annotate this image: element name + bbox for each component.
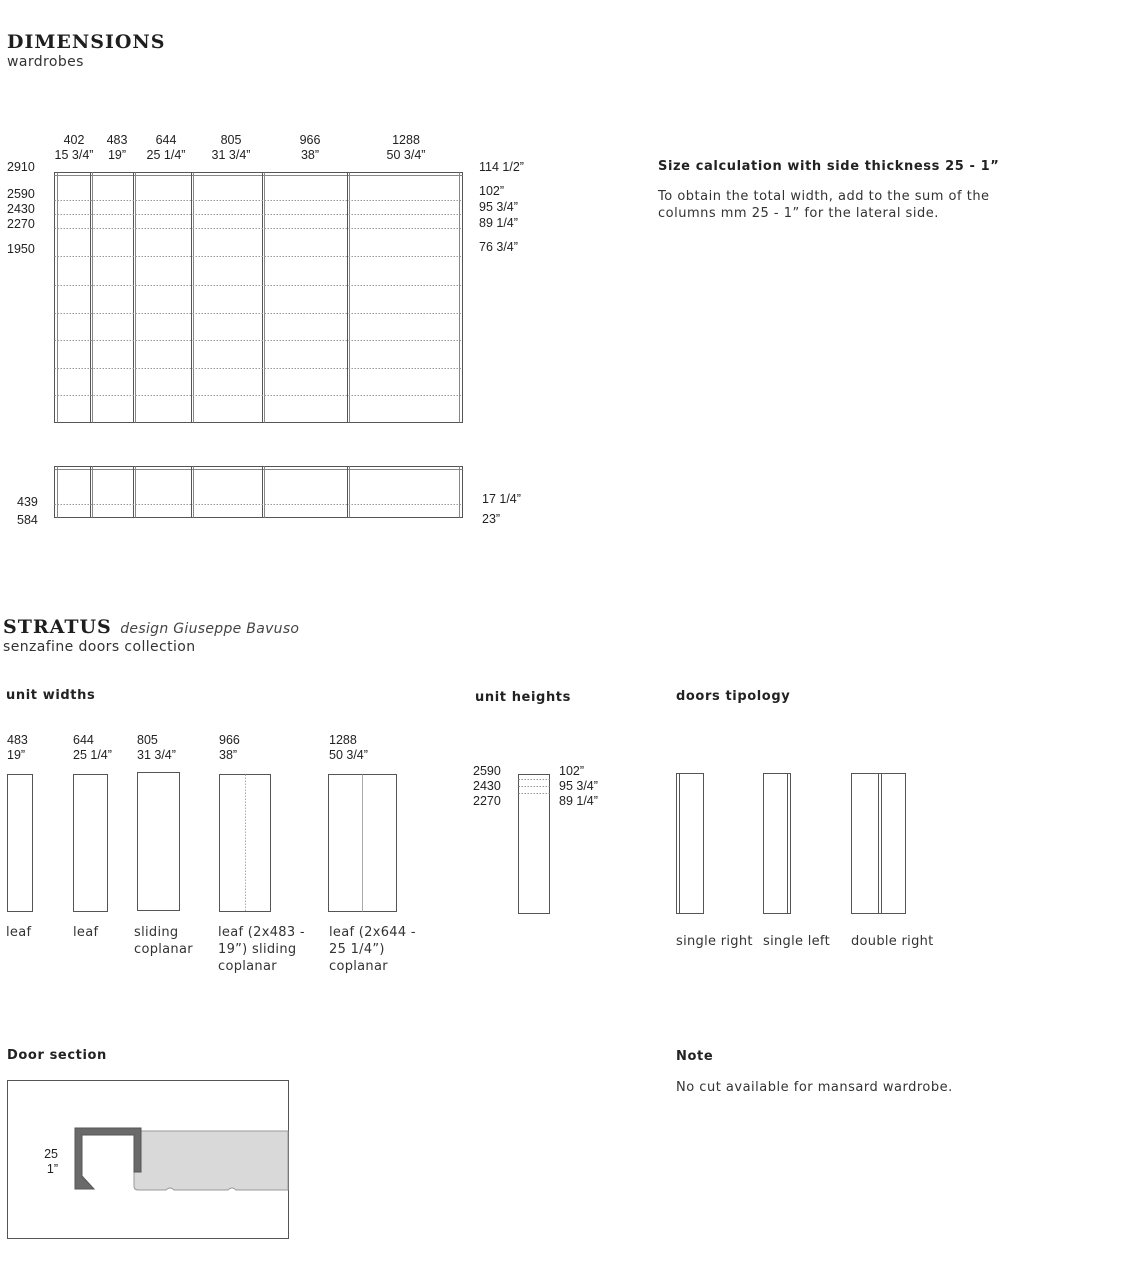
door-caption-single-left: single left bbox=[763, 934, 830, 949]
door-caption-double-right: double right bbox=[851, 934, 934, 949]
note-text: No cut available for mansard wardrobe. bbox=[676, 1080, 953, 1095]
height-in-89: 89 1/4” bbox=[479, 216, 518, 230]
unit-height-drawing bbox=[519, 775, 550, 914]
product-name: STRATUS bbox=[3, 616, 112, 638]
column-label-1288: 1288 50 3/4” bbox=[386, 133, 426, 162]
height-in-95: 95 3/4” bbox=[479, 200, 518, 214]
size-calc-line-2: columns mm 25 - 1” for the lateral side. bbox=[658, 206, 939, 221]
column-label-966: 966 38” bbox=[299, 133, 321, 162]
unit-heights-in: 102” 95 3/4” 89 1/4” bbox=[559, 764, 598, 808]
unit-483-drawing bbox=[8, 775, 33, 912]
door-section-title: Door section bbox=[7, 1048, 107, 1063]
note-title: Note bbox=[676, 1049, 714, 1064]
door-section-dimension: 25 1” bbox=[44, 1147, 58, 1176]
height-mm-2430: 2430 bbox=[7, 202, 35, 216]
unit-caption-1288: leaf (2x644 - 25 1/4”) coplanar bbox=[329, 925, 416, 974]
door-profile bbox=[75, 1128, 141, 1189]
product-designer: design Giuseppe Bavuso bbox=[120, 621, 300, 637]
unit-caption-483: leaf bbox=[6, 925, 32, 940]
unit-644-drawing bbox=[74, 775, 108, 912]
column-label-644: 644 25 1/4” bbox=[146, 133, 186, 162]
door-panel bbox=[134, 1131, 288, 1190]
tall-wardrobe-outline bbox=[55, 173, 463, 423]
door-single-right-drawing bbox=[677, 774, 704, 914]
unit-width-label-644: 644 25 1/4” bbox=[73, 733, 112, 762]
product-collection: senzafine doors collection bbox=[3, 639, 196, 655]
size-calc-line-1: To obtain the total width, add to the sum of the bbox=[658, 189, 990, 204]
product-heading bbox=[3, 616, 299, 638]
size-calc-title: Size calculation with side thickness 25 - 1” bbox=[658, 159, 1000, 174]
unit-width-label-966: 966 38” bbox=[219, 733, 240, 762]
door-single-left-drawing bbox=[764, 774, 791, 914]
column-label-402: 402 15 3/4” bbox=[54, 133, 94, 162]
low-in-23: 23” bbox=[482, 512, 501, 526]
unit-width-label-1288: 1288 50 3/4” bbox=[329, 733, 368, 762]
unit-caption-805: sliding coplanar bbox=[134, 925, 193, 957]
height-in-102: 102” bbox=[479, 184, 505, 198]
unit-widths-title: unit widths bbox=[6, 688, 96, 703]
unit-width-label-805: 805 31 3/4” bbox=[137, 733, 176, 762]
height-in-114: 114 1/2” bbox=[479, 160, 524, 174]
doors-tipology-title: doors tipology bbox=[676, 689, 791, 704]
unit-heights-mm: 2590 2430 2270 bbox=[473, 764, 501, 808]
unit-966-drawing bbox=[220, 775, 271, 912]
height-mm-2270: 2270 bbox=[7, 217, 35, 231]
column-label-483: 483 19” bbox=[106, 133, 128, 162]
unit-caption-966: leaf (2x483 - 19”) sliding coplanar bbox=[218, 925, 305, 974]
column-label-805: 805 31 3/4” bbox=[211, 133, 251, 162]
height-mm-2590: 2590 bbox=[7, 187, 35, 201]
unit-805-drawing bbox=[138, 773, 180, 911]
low-unit-outline bbox=[55, 467, 463, 518]
unit-width-label-483: 483 19” bbox=[7, 733, 28, 762]
low-in-17: 17 1/4” bbox=[482, 492, 521, 506]
low-mm-439: 439 bbox=[17, 495, 38, 509]
unit-heights-title: unit heights bbox=[475, 690, 571, 705]
door-caption-single-right: single right bbox=[676, 934, 753, 949]
height-mm-1950: 1950 bbox=[7, 242, 35, 256]
height-in-76: 76 3/4” bbox=[479, 240, 518, 254]
height-mm-2910: 2910 bbox=[7, 160, 35, 174]
page-title: DIMENSIONS bbox=[7, 31, 166, 53]
unit-caption-644: leaf bbox=[73, 925, 99, 940]
low-mm-584: 584 bbox=[17, 513, 38, 527]
page-subtitle: wardrobes bbox=[7, 54, 84, 70]
